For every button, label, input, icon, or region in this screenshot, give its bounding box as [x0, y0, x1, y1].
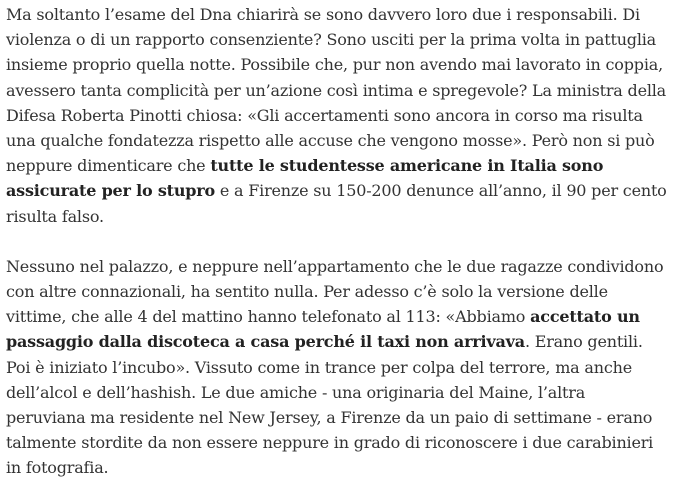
paragraph-2-text-1: Nessuno nel palazzo, e neppure nell’appartamento che le due ragazze condividono con altre connazionali, ha sentito nulla. Per adesso c’è solo la versione delle vittime, che alle 4 del mattino hanno telefonato al 113: «Abbiamo — [6, 256, 664, 327]
article-paragraph-2 — [6, 254, 668, 481]
paragraph-2-text-2: . Erano gentili. Poi è iniziato l’incubo». Vissuto come in trance per colpa del terrore, ma anche dell’alcol e dell’hashish. Le due amiche - una originaria del Maine, l’altra peruviana ma residente nel New Jersey, a Firenze da un paio di settimane - erano talmente stordite da non essere neppure in grado di riconoscere i due carabinieri in fotografia. — [6, 332, 654, 478]
paragraph-1-text-2: e a Firenze su 150-200 denunce all’anno, il 90 per cento risulta falso. — [6, 181, 667, 226]
article-paragraph-1 — [6, 2, 668, 229]
paragraph-1-bold-highlight: tutte le studentesse americane in Italia sono assicurate per lo stupro — [6, 156, 604, 201]
paragraph-2-bold-highlight: accettato un passaggio dalla discoteca a casa perché il taxi non arrivava — [6, 307, 640, 352]
paragraph-1-text-1: Ma soltanto l’esame del Dna chiarirà se sono davvero loro due i responsabili. Di violenza o di un rapporto consenziente? Sono usciti per la prima volta in pattuglia insieme proprio quella notte. Possibile che, pur non avendo mai lavorato in coppia, avessero tanta complicità per un’azione così intima e spregevole? La ministra della Difesa Roberta Pinotti chiosa: «Gli accertamenti sono ancora in corso ma risulta una qualche fondatezza rispetto alle accuse che vengono mosse». Però non si può neppure dimenticare che — [6, 5, 667, 176]
